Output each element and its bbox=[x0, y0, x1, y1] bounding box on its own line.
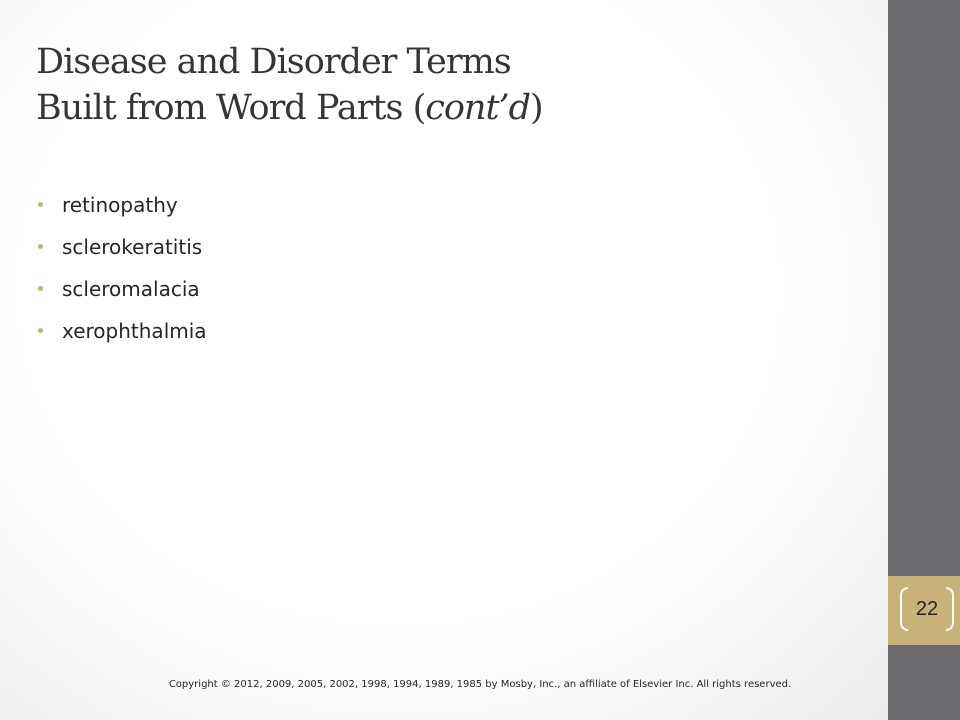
bullet-dot-icon bbox=[38, 202, 43, 207]
slide-title bbox=[36, 40, 866, 131]
bullet-text: xerophthalmia bbox=[62, 319, 207, 343]
title-line-2 bbox=[36, 86, 866, 132]
page-number: 22 bbox=[915, 598, 939, 620]
bullet-text: scleromalacia bbox=[62, 277, 200, 301]
left-bracket-icon bbox=[900, 587, 908, 631]
bullet-item bbox=[36, 188, 207, 230]
bullet-list bbox=[36, 188, 207, 356]
bullet-dot-icon bbox=[38, 244, 43, 249]
bullet-item bbox=[36, 314, 207, 356]
bullet-dot-icon bbox=[38, 328, 43, 333]
bullet-text: sclerokeratitis bbox=[62, 235, 203, 259]
right-bracket-icon bbox=[946, 587, 954, 631]
bullet-item bbox=[36, 230, 207, 272]
title-line-1: Disease and Disorder Terms bbox=[36, 42, 511, 82]
bullet-dot-icon bbox=[38, 286, 43, 291]
copyright-notice: Copyright © 2012, 2009, 2005, 2002, 1998, 1994, 1989, 1985 by Mosby, Inc., an affiliate of Elsevier Inc. All rights reserved. bbox=[168, 679, 792, 690]
title-closing-paren: ) bbox=[530, 87, 543, 128]
title-italic-text: cont’d bbox=[425, 87, 531, 128]
title-line-2-text: Built from Word Parts ( bbox=[36, 87, 426, 128]
bullet-text: retinopathy bbox=[62, 193, 178, 217]
bullet-item bbox=[36, 272, 207, 314]
page-number-tab bbox=[888, 576, 960, 645]
